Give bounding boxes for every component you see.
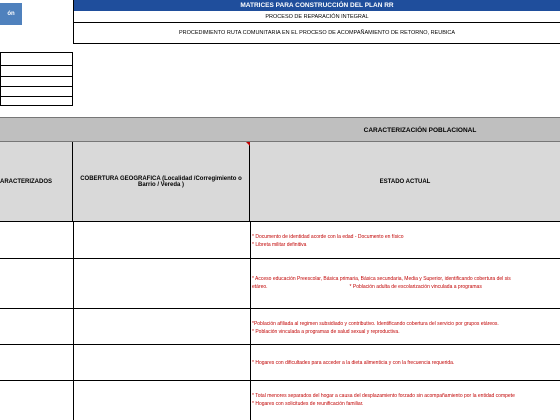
estado-cell[interactable]: *Población afiliada al regimen subsidiado y contributivo. Identificando cobertura del servicio por grupos etáreos. * Población vinculada a programas de salud sexual y reproductiva. bbox=[252, 321, 499, 335]
section-bar bbox=[0, 117, 560, 142]
column-header-cobertura[interactable]: COBERTURA GEOGRAFICA (Localidad /Corregimiento o Barrio / Vereda ) bbox=[73, 142, 250, 222]
estado-cell[interactable]: * Documento de identidad acorde con la edad - Documento en físico * Libreta militar definitiva bbox=[252, 234, 404, 248]
info-box-line bbox=[0, 76, 73, 77]
info-box bbox=[0, 52, 73, 106]
sheet-subtitle: PROCESO DE REPARACIÓN INTEGRAL bbox=[73, 11, 560, 23]
estado-cell[interactable]: * Hogares con dificultades para acceder a la dieta alimenticia y con la frecuencia requerida. bbox=[252, 360, 455, 366]
column-header-estado-actual[interactable]: ESTADO ACTUAL bbox=[250, 142, 560, 222]
logo-badge: ón bbox=[0, 3, 22, 25]
info-box-line bbox=[0, 86, 73, 87]
column-header-caracterizados[interactable]: ARACTERIZADOS bbox=[0, 142, 73, 222]
section-title: CARACTERIZACIÓN POBLACIONAL bbox=[363, 127, 477, 134]
sheet-title: MATRICES PARA CONSTRUCCIÓN DEL PLAN RR bbox=[73, 0, 560, 11]
procedure-title: PROCEDIMIENTO RUTA COMUNITARIA EN EL PROCESO DE ACOMPAÑAMIENTO DE RETORNO, REUBICA bbox=[73, 23, 560, 44]
estado-cell[interactable]: * Acceso educación Preescolar, Básica primaria, Básica secundaria, Media y Superior, identificando cobertura del sis etáreo. * Población adulta de escolarización vinculada a programas bbox=[252, 276, 511, 290]
grid-line bbox=[73, 222, 74, 420]
info-box-line bbox=[0, 65, 73, 66]
info-box-line bbox=[0, 96, 73, 97]
estado-cell[interactable]: * Total menores separados del hogar a causa del desplazamiento forzado sin acompañamiento por la entidad compete * Hogares con solicitudes de reunificación familiar. bbox=[252, 393, 515, 407]
grid-line bbox=[250, 222, 251, 420]
logo-area bbox=[0, 0, 73, 44]
comment-indicator-icon[interactable] bbox=[246, 142, 250, 146]
